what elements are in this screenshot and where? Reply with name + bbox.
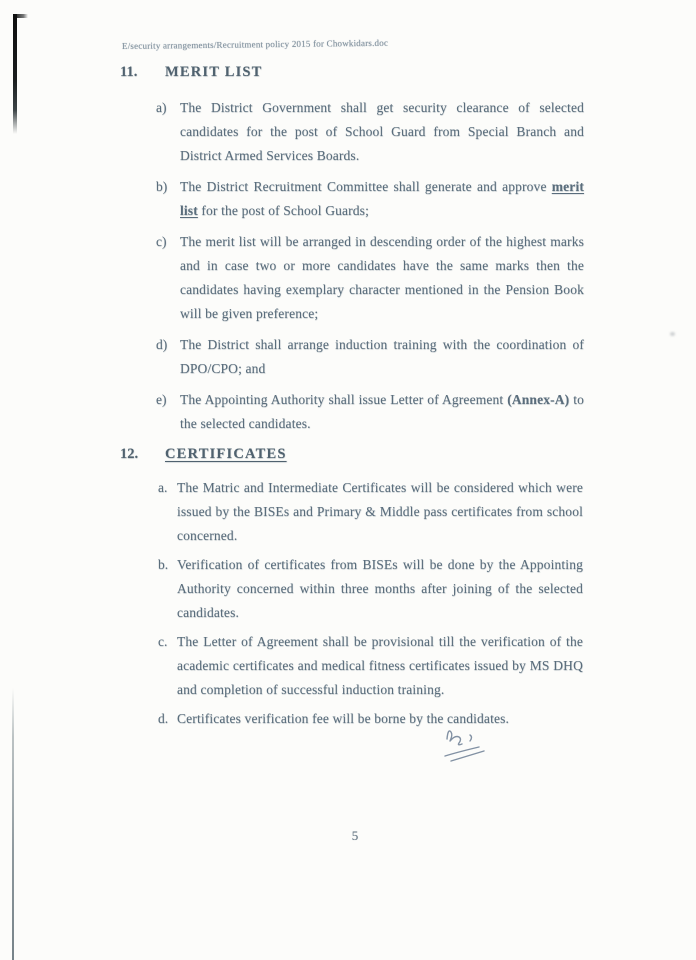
document-body (0, 62, 696, 736)
item-label: c. (158, 634, 168, 649)
section-item-list (0, 96, 696, 436)
item-text: The District shall arrange induction training with the coordination of DPO/CPO; and (180, 337, 584, 376)
item-text: The Appointing Authority shall issue Letter of Agreement (Annex-A) to the selected candidates. (180, 392, 584, 431)
list-item (158, 630, 696, 702)
item-label: b) (156, 179, 168, 194)
handwritten-initials (436, 722, 498, 768)
section-heading (0, 62, 696, 82)
section-item-list (0, 476, 696, 731)
item-label: b. (158, 557, 169, 572)
list-item (156, 388, 696, 436)
item-label: c) (156, 234, 167, 249)
item-text: The merit list will be arranged in descending order of the highest marks and in case two or more candidates have the same marks then the candidates having exemplary character mentioned in the Pension Book will be given preference; (180, 234, 584, 321)
list-item (156, 96, 696, 168)
item-text: The Letter of Agreement shall be provisional till the verification of the academic certificates and medical fitness certificates issued by MS DHQ and completion of successful induction training. (177, 634, 583, 697)
section-title: CERTIFICATES (165, 446, 287, 462)
section-number: 11. (120, 64, 138, 80)
page-number: 5 (351, 828, 359, 843)
scan-artifact-line-cap (13, 14, 28, 18)
list-item (156, 230, 696, 326)
list-item (158, 553, 696, 625)
list-item (158, 476, 696, 548)
section-certificates (0, 444, 696, 731)
item-label: a. (158, 480, 168, 495)
item-label: d. (158, 711, 169, 726)
section-heading (0, 444, 696, 464)
item-label: d) (156, 337, 168, 352)
item-text: The District Government shall get security clearance of selected candidates for the post of School Guard from Special Branch and District Armed Services Boards. (180, 100, 584, 163)
list-item (156, 175, 696, 223)
section-merit-list (0, 62, 696, 436)
item-label: a) (156, 100, 167, 115)
item-text: The Matric and Intermediate Certificates will be considered which were issued by the BISEs and Primary & Middle pass certificates from school concerned. (177, 480, 583, 543)
section-number: 12. (120, 446, 139, 462)
item-text: The District Recruitment Committee shall generate and approve merit list for the post of School Guards; (180, 179, 584, 218)
section-title: MERIT LIST (165, 64, 263, 80)
item-text: Certificates verification fee will be borne by the candidates. (177, 711, 510, 726)
item-label: e) (156, 392, 167, 407)
list-item (156, 333, 696, 381)
document-file-path: E/security arrangements/Recruitment policy 2015 for Chowkidars.doc (121, 37, 389, 51)
item-text: Verification of certificates from BISEs will be done by the Appointing Authority concerned within three months after joining of the selected candidates. (177, 557, 583, 620)
list-item (158, 707, 696, 731)
